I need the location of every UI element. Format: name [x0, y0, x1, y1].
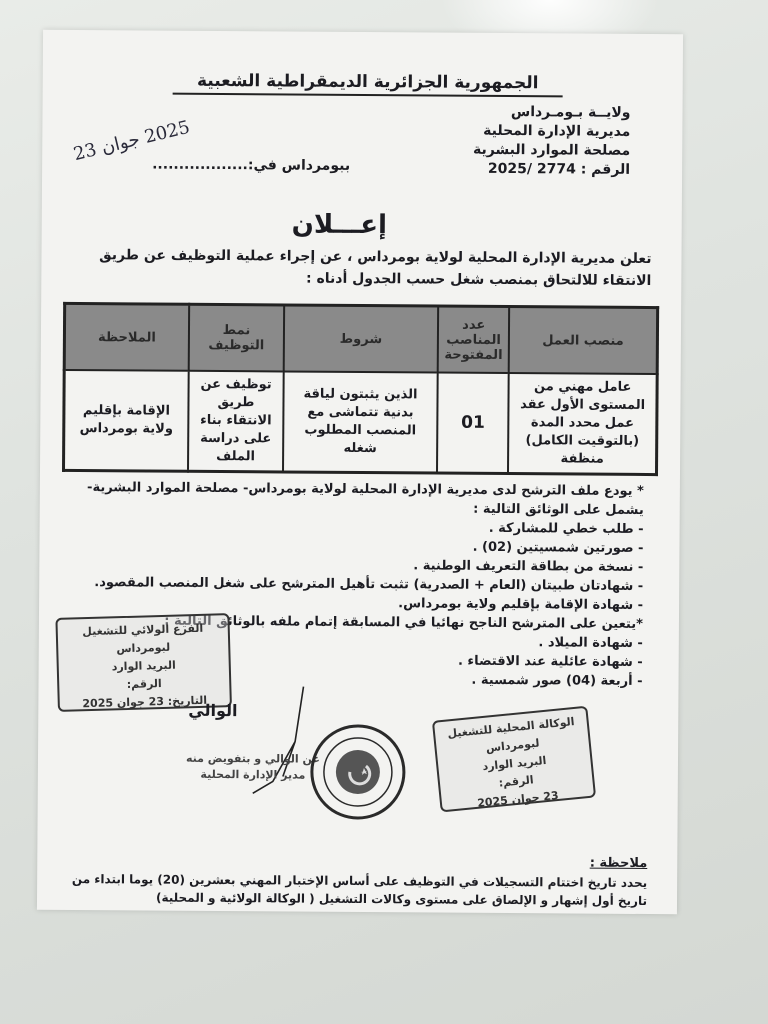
cell-note: الإقامة بإقليم ولاية بومرداس	[64, 370, 189, 471]
stamp-line: البريد الوارد	[481, 753, 547, 774]
announcement-intro: تعلن مديرية الإدارة المحلية لولاية بومرداس ، عن إجراء عملية التوظيف عن طريق الانتقاء للالتحاق بمنصب شغل حسب الجدول أدناه :	[99, 247, 652, 290]
republic-header: الجمهورية الجزائرية الديمقراطية الشعبية	[173, 71, 563, 98]
header-position: منصب العمل	[509, 307, 658, 375]
document-item: - طلب خطي للمشاركة .	[488, 520, 644, 537]
admin-line: مصلحة الموارد البشرية	[472, 141, 631, 159]
incoming-mail-stamp-right	[432, 706, 596, 813]
incoming-mail-stamp-left	[55, 613, 232, 712]
stamp-line: الوكالة المحلية للتشغيل لبومرداس	[446, 715, 575, 755]
signature-line: عن الوالي و بتفويض منه	[185, 751, 321, 766]
header-note: الملاحظة	[64, 303, 189, 370]
cell-count: 01	[437, 373, 509, 474]
stamp-line: الرقم:	[498, 773, 535, 790]
official-seal-icon	[308, 722, 409, 823]
cell-mode: توظيف عن طريق الانتقاء بناء على دراسة الملف	[188, 371, 284, 472]
winner-item: - شهادة الميلاد .	[538, 635, 643, 651]
winner-item: - شهادة عائلية عند الاقتضاء .	[457, 653, 643, 670]
document-page	[37, 30, 683, 914]
document-item: - صورتين شمسيتين (02) .	[472, 539, 644, 556]
table-header-row	[64, 303, 657, 374]
administration-block	[473, 103, 631, 161]
stamp-line: البريد الوارد	[111, 658, 176, 674]
announcement-title: إعـــلان	[291, 209, 388, 241]
wali-title: الوالي	[188, 700, 238, 721]
header-conditions: شروط	[284, 305, 439, 373]
reference-number: الرقم : 2774 /2025	[487, 160, 631, 178]
stamp-line: الرقم:	[126, 677, 162, 691]
note-text: يحدد تاريخ اختتام التسجيلات في التوظيف على أساس الإختبار المهني بعشرين (20) يوما ابتداء من تاريخ أول إشهار و الإلصاق على مستوى وكالات التشغيل ( الوكالة الولائية و المحلية)	[71, 871, 648, 909]
cell-conditions: الذين يثبتون لياقة بدنية تتماشى مع المنصب المطلوب شغله	[283, 371, 438, 473]
jobs-table	[62, 302, 659, 476]
documents-intro: * يودع ملف الترشح لدى مديرية الإدارة المحلية لولاية بومرداس- مصلحة الموارد البشرية- يشمل على الوثائق التالية :	[87, 480, 644, 518]
document-item: - شهادة الإقامة بإقليم ولاية بومرداس.	[398, 596, 644, 613]
stamp-line: التاريخ: 23 جوان 2025	[82, 693, 208, 711]
header-count: عدد المناصب المفتوحة	[438, 306, 510, 373]
admin-line: ولايــة بـومـرداس	[510, 104, 631, 121]
table-row	[64, 370, 658, 475]
document-item: - شهادتان طبيتان (العام + الصدرية) تثبت تأهيل المترشح على شغل المنصب المقصود.	[94, 575, 644, 594]
winner-item: - أربعة (04) صور شمسية .	[471, 672, 643, 689]
place-date-line: ببومرداس في:..................	[152, 156, 351, 174]
winner-intro: *يتعين على المترشح الناجح نهائيا في المسابقة إتمام ملفه بالوثائق التالية :	[164, 613, 643, 632]
admin-line: مديرية الإدارة المحلية	[483, 122, 631, 140]
note-label: ملاحظة :	[589, 855, 648, 872]
handwritten-date: 2025 جوان 23	[71, 116, 192, 166]
document-item: - نسخة من بطاقة التعريف الوطنية .	[413, 558, 644, 575]
stamp-line: الفرع الولائي للتشغيل لبومرداس	[82, 621, 204, 656]
signature-line: مدير الإدارة المحلية	[200, 767, 306, 782]
stamp-line: 23 جوان 2025	[476, 788, 560, 810]
cell-position: عامل مهني من المستوى الأول عقد عمل محدد المدة (بالتوقيت الكامل) منظفة	[508, 373, 657, 475]
header-mode: نمط التوظيف	[189, 304, 284, 371]
